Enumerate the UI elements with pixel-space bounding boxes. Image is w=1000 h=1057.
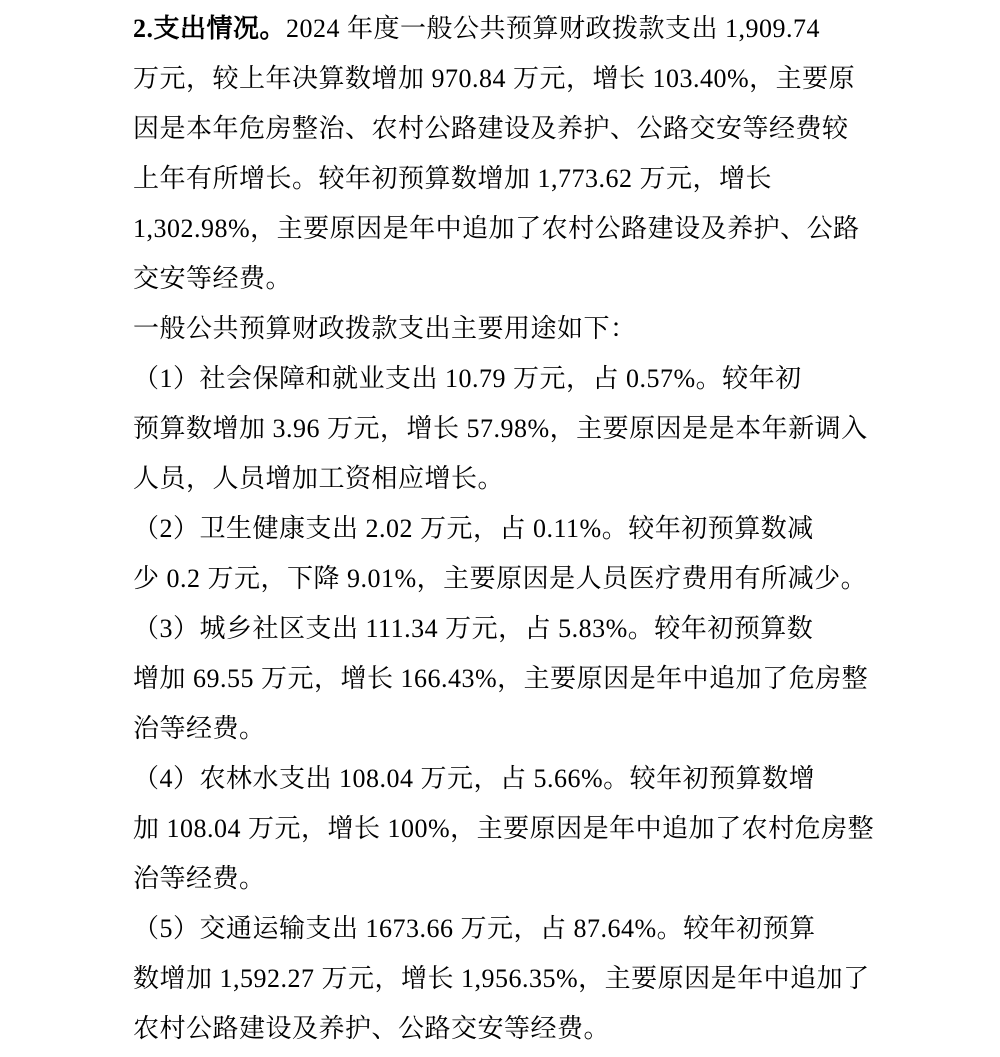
para-usage-intro [133,304,878,354]
text-line: 加 108.04 万元，增长 100%，主要原因是年中追加了农村危房整 [133,814,875,843]
text-line: 数增加 1,592.27 万元，增长 1,956.35%，主要原因是年中追加了 [133,964,870,993]
text-run: 2024 年度一般公共预算财政拨款支出 1,909.74 [286,14,821,43]
para-item-2-health [133,504,878,604]
text-line: 农村公路建设及养护、公路交安等经费。 [133,1014,611,1043]
text-line: 一般公共预算财政拨款支出主要用途如下： [133,314,637,343]
text-line: 治等经费。 [133,864,266,893]
para-item-4-agriculture-forestry-water [133,754,878,904]
text-line [133,14,820,43]
text-line: 上年有所增长。较年初预算数增加 1,773.62 万元，增长 [133,164,773,193]
text-line: （5）交通运输支出 1673.66 万元，占 87.64%。较年初预算 [133,914,816,943]
text-line: 增加 69.55 万元，增长 166.43%，主要原因是年中追加了危房整 [133,664,869,693]
para-item-1-social-security [133,354,878,504]
text-line: 治等经费。 [133,714,266,743]
text-line: 1,302.98%，主要原因是年中追加了农村公路建设及养护、公路 [133,214,860,243]
text-line: 预算数增加 3.96 万元，增长 57.98%，主要原因是是本年新调入 [133,414,868,443]
text-line: 万元，较上年决算数增加 970.84 万元，增长 103.40%，主要原 [133,64,856,93]
text-line: （2）卫生健康支出 2.02 万元，占 0.11%。较年初预算数减 [133,514,814,543]
text-line: 交安等经费。 [133,264,293,293]
para-expenditure-overview [133,4,878,304]
text-line: （1）社会保障和就业支出 10.79 万元，占 0.57%。较年初 [133,364,802,393]
para-item-5-transportation [133,904,878,1054]
text-line: 少 0.2 万元，下降 9.01%，主要原因是人员医疗费用有所减少。 [133,564,868,593]
text-line: 人员，人员增加工资相应增长。 [133,464,505,493]
text-line: 因是本年危房整治、农村公路建设及养护、公路交安等经费较 [133,114,849,143]
section-heading: 2.支出情况。 [133,14,287,43]
para-item-3-urban-rural-community [133,604,878,754]
text-line: （3）城乡社区支出 111.34 万元，占 5.83%。较年初预算数 [133,614,814,643]
text-line: （4）农林水支出 108.04 万元，占 5.66%。较年初预算数增 [133,764,816,793]
